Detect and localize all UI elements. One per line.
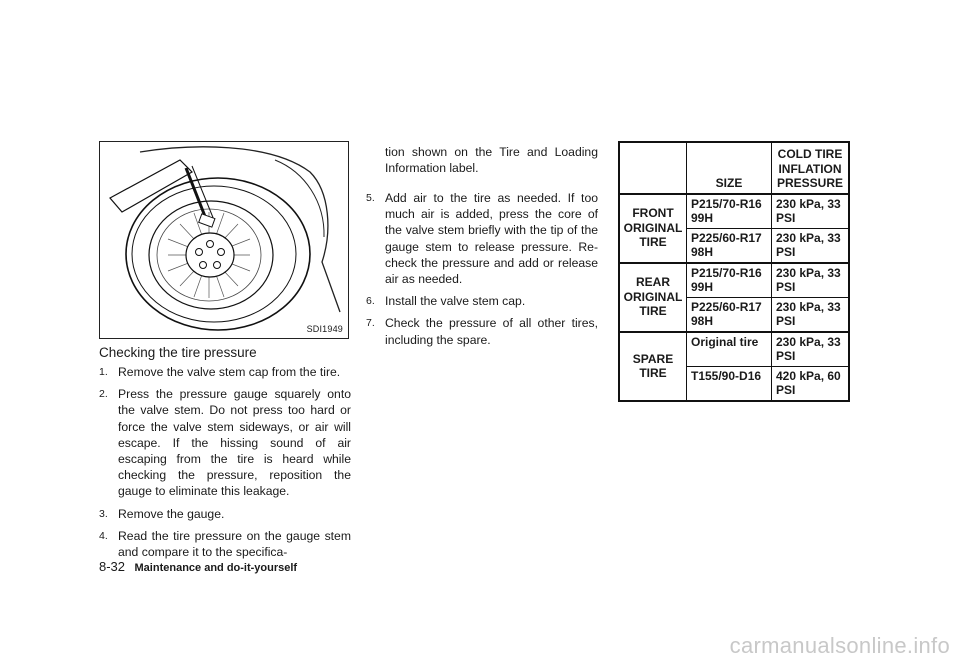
step-number: 7. [366, 317, 375, 330]
table-row [619, 263, 849, 298]
step-item [99, 528, 351, 560]
size-cell: Original tire [687, 332, 772, 367]
step-item [366, 190, 598, 287]
step-number: 4. [99, 529, 108, 542]
size-cell: T155/90-D16 [687, 366, 772, 401]
step-text: Remove the gauge. [118, 506, 225, 521]
position-cell: REAR ORIGINAL TIRE [619, 263, 687, 332]
table-row [619, 194, 849, 229]
table-row [619, 332, 849, 367]
page-footer [99, 559, 297, 574]
header-pressure: COLD TIRE INFLATION PRESSURE [772, 142, 850, 194]
step-number: 6. [366, 295, 375, 308]
tire-pressure-table [618, 141, 850, 402]
table-header-row [619, 142, 849, 194]
header-size: SIZE [687, 142, 772, 194]
step-number: 1. [99, 366, 108, 378]
step-text: Add air to the tire as needed. If too much air is added, press the core of the valve stem briefly with the tip of the gauge stem to release pressure. Re-check the pressure and add or release air as needed. [385, 191, 598, 287]
pressure-cell: 230 kPa, 33 PSI [772, 228, 850, 263]
tire-drawing [100, 142, 348, 338]
size-cell: P215/70-R16 99H [687, 194, 772, 229]
size-cell: P225/60-R17 98H [687, 228, 772, 263]
section-title: Maintenance and do-it-yourself [134, 562, 298, 574]
page-number: 8-32 [99, 559, 126, 574]
position-cell: SPARE TIRE [619, 332, 687, 401]
step-number: 3. [99, 507, 108, 520]
step-text: Remove the valve stem cap from the tire. [118, 365, 341, 379]
step-item [99, 386, 351, 499]
step-text: Press the pressure gauge squarely onto the valve stem. Do not press too hard or force the valve stem sideways, or air will escape. If the hissing sound of air escaping from the tire is heard while checking the pressure, reposition the gauge to eliminate this leakage. [118, 387, 351, 499]
step-text: Read the tire pressure on the gauge stem and compare it to the specifica- [118, 528, 351, 560]
step-item [99, 506, 351, 522]
size-cell: P225/60-R17 98H [687, 297, 772, 332]
step-text: Install the valve stem cap. [385, 294, 526, 309]
pressure-cell: 230 kPa, 33 PSI [772, 263, 850, 298]
pressure-cell: 230 kPa, 33 PSI [772, 297, 850, 332]
step-number: 5. [366, 192, 375, 204]
position-cell: FRONT ORIGINAL TIRE [619, 194, 687, 263]
tire-gauge-illustration [99, 141, 349, 339]
figure-code: SDI1949 [306, 324, 343, 334]
step-4-continued: tion shown on the Tire and Loading Information label. [385, 145, 598, 176]
step-text: Check the pressure of all other tires, including the spare. [385, 316, 598, 347]
step-item [99, 364, 351, 380]
step-item [366, 293, 598, 309]
watermark: carmanualsonline.info [729, 633, 950, 658]
pressure-cell: 420 kPa, 60 PSI [772, 366, 850, 401]
size-cell: P215/70-R16 99H [687, 263, 772, 298]
pressure-cell: 230 kPa, 33 PSI [772, 194, 850, 229]
section-heading: Checking the tire pressure [99, 345, 257, 360]
steps-list-middle [366, 190, 598, 354]
pressure-cell: 230 kPa, 33 PSI [772, 332, 850, 367]
header-blank-cell [619, 142, 687, 194]
step-number: 2. [99, 388, 108, 401]
steps-list-left [99, 364, 351, 566]
step-item [366, 315, 598, 347]
